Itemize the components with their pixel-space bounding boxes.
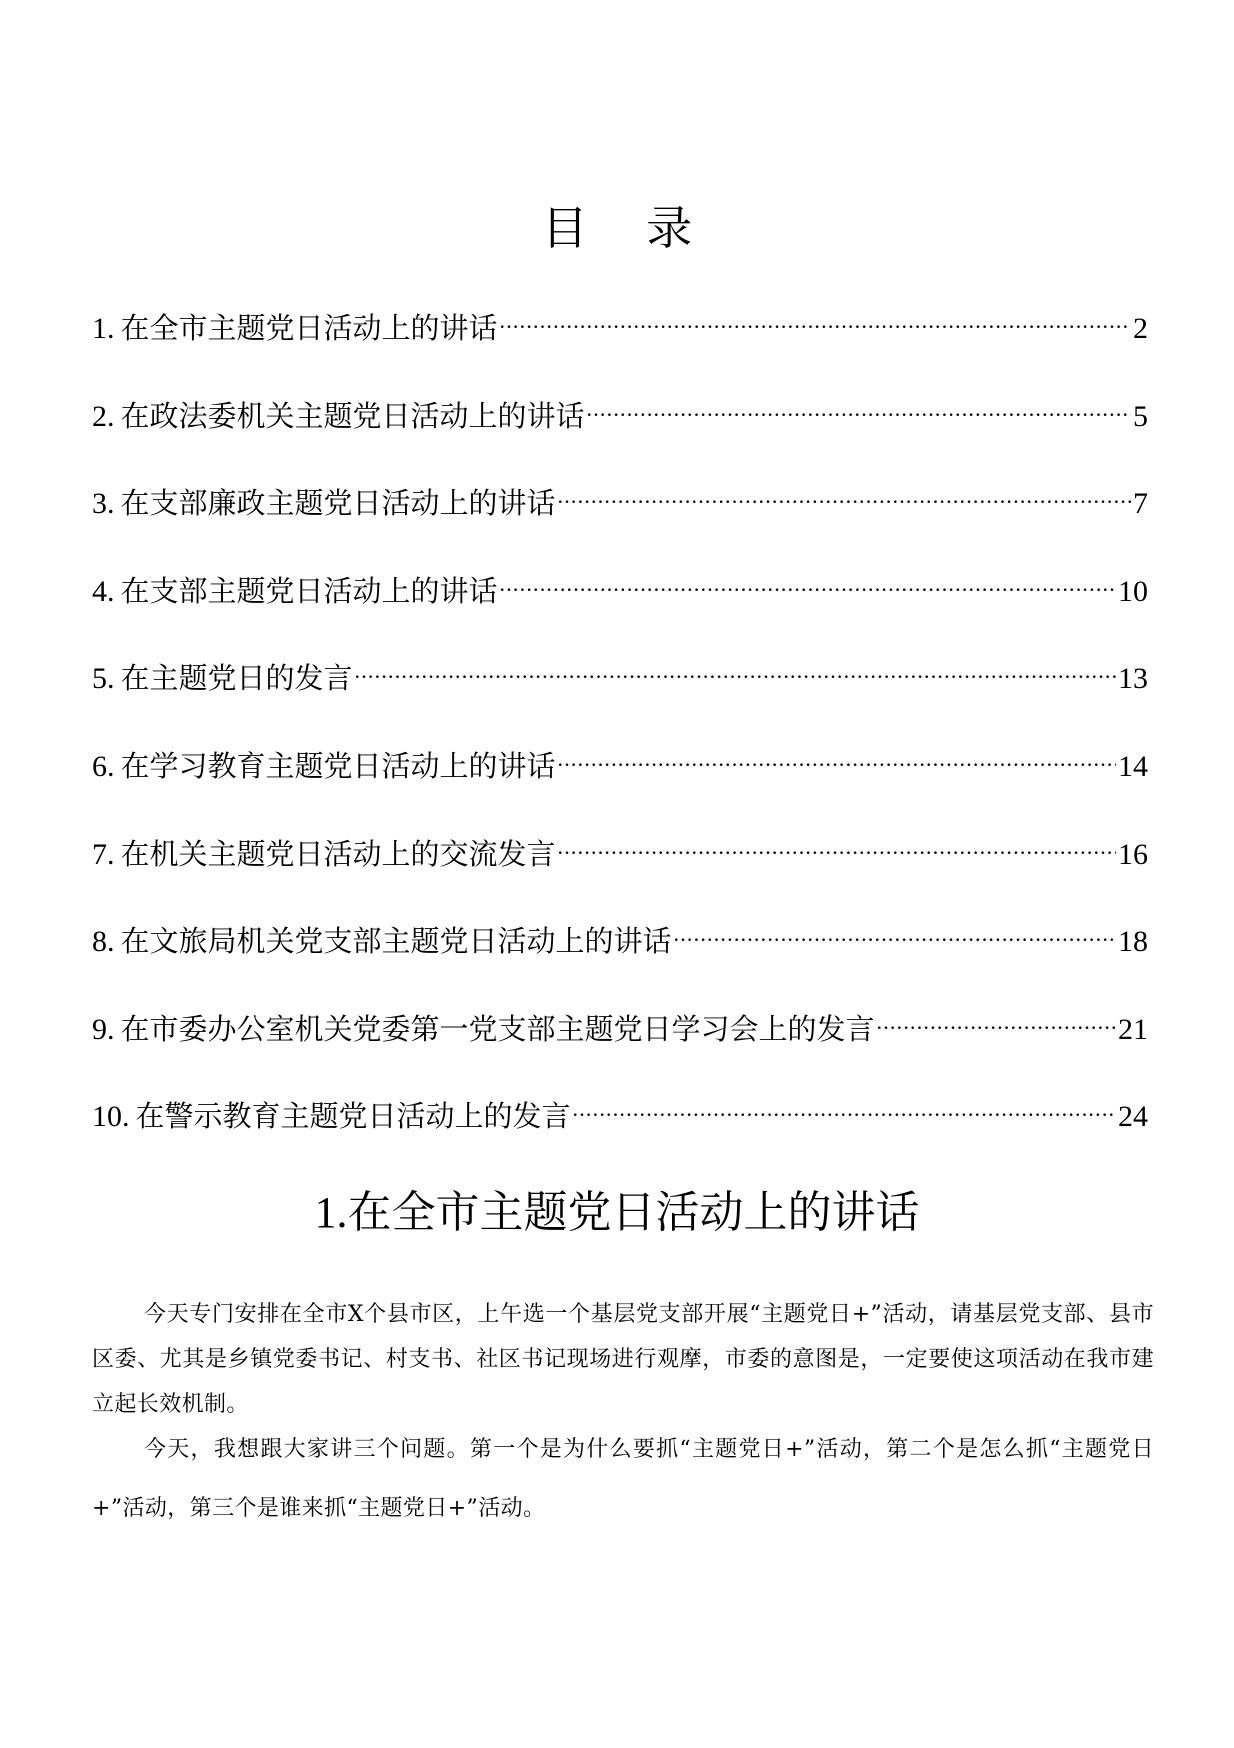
toc-item-number: 9.: [92, 1012, 115, 1046]
section-heading-number: 1.: [314, 1188, 348, 1237]
toc-item-number: 5.: [92, 662, 115, 696]
toc-dot-leader: [556, 473, 1131, 513]
toc-dot-leader: [875, 999, 1116, 1039]
toc-item-title: 在支部主题党日活动上的讲话: [120, 573, 498, 608]
toc-dot-leader: [556, 824, 1116, 864]
toc-item[interactable]: [92, 911, 1148, 999]
toc-dot-leader: [672, 911, 1116, 951]
toc-dot-leader: [571, 1086, 1116, 1126]
section-heading-text: 在全市主题党日活动上的讲话: [347, 1187, 920, 1238]
toc-item-number: 2.: [92, 399, 115, 433]
toc-item-page: 13: [1118, 662, 1148, 696]
toc-item-page: 18: [1118, 925, 1148, 959]
toc-dot-leader: [498, 298, 1131, 338]
toc-item-number: 8.: [92, 925, 115, 959]
toc-item-title: 在警示教育主题党日活动上的发言: [135, 1099, 571, 1134]
toc-item-page: 16: [1118, 837, 1148, 871]
toc-item[interactable]: [92, 561, 1148, 649]
toc-dot-leader: [556, 736, 1116, 776]
body-paragraph: 今天专门安排在全市X个县市区，上午选一个基层党支部开展“主题党日+”活动，请基层党支部、县市区委、尤其是乡镇党委书记、村支书、社区书记现场进行观摩，市委的意图是，一定要使这项活动在我市建立起长效机制。: [92, 1302, 1154, 1417]
toc-item-page: 10: [1118, 574, 1148, 608]
toc-item-number: 7.: [92, 837, 115, 871]
toc-item-page: 24: [1118, 1100, 1148, 1134]
toc-item[interactable]: [92, 999, 1148, 1087]
toc-item-title: 在全市主题党日活动上的讲话: [120, 311, 498, 345]
toc-item-page: 2: [1133, 312, 1148, 345]
toc-item[interactable]: [92, 473, 1148, 561]
toc-item-number: 1.: [92, 312, 115, 345]
toc-item-page: 5: [1133, 399, 1148, 433]
toc-dot-leader: [498, 561, 1116, 601]
toc-item[interactable]: [92, 736, 1148, 824]
toc-title: 目 录: [541, 201, 715, 255]
body-paragraph: 今天，我想跟大家讲三个问题。第一个是为什么要抓“主题党日+”活动，第二个是怎么抓“主题党日+”活动，第三个是谁来抓“主题党日+”活动。: [92, 1437, 1154, 1521]
toc-dot-leader: [353, 648, 1116, 688]
toc-item-title: 在支部廉政主题党日活动上的讲话: [120, 486, 556, 521]
toc-item-title: 在文旅局机关党支部主题党日活动上的讲话: [120, 924, 672, 959]
toc-item-page: 14: [1118, 749, 1148, 783]
toc-item-number: 6.: [92, 749, 115, 783]
toc-item[interactable]: [92, 386, 1148, 474]
toc-item-title: 在主题党日的发言: [120, 661, 353, 696]
section-heading: [0, 1183, 1234, 1243]
toc-list: [92, 298, 1148, 1174]
toc-item-number: 4.: [92, 574, 115, 608]
toc-item[interactable]: [92, 824, 1148, 912]
toc-item-page: 21: [1118, 1012, 1148, 1046]
toc-dot-leader: [585, 386, 1131, 426]
toc-item-title: 在政法委机关主题党日活动上的讲话: [120, 398, 585, 433]
toc-item-title: 在机关主题党日活动上的交流发言: [120, 836, 556, 871]
toc-item-title: 在学习教育主题党日活动上的讲话: [120, 748, 556, 783]
toc-item[interactable]: [92, 648, 1148, 736]
toc-item[interactable]: [92, 1086, 1148, 1174]
toc-item-page: 7: [1133, 487, 1148, 521]
toc-item[interactable]: [92, 298, 1148, 386]
toc-item-number: 3.: [92, 487, 115, 521]
toc-item-number: 10.: [92, 1100, 130, 1134]
toc-item-title: 在市委办公室机关党委第一党支部主题党日学习会上的发言: [120, 1011, 875, 1046]
